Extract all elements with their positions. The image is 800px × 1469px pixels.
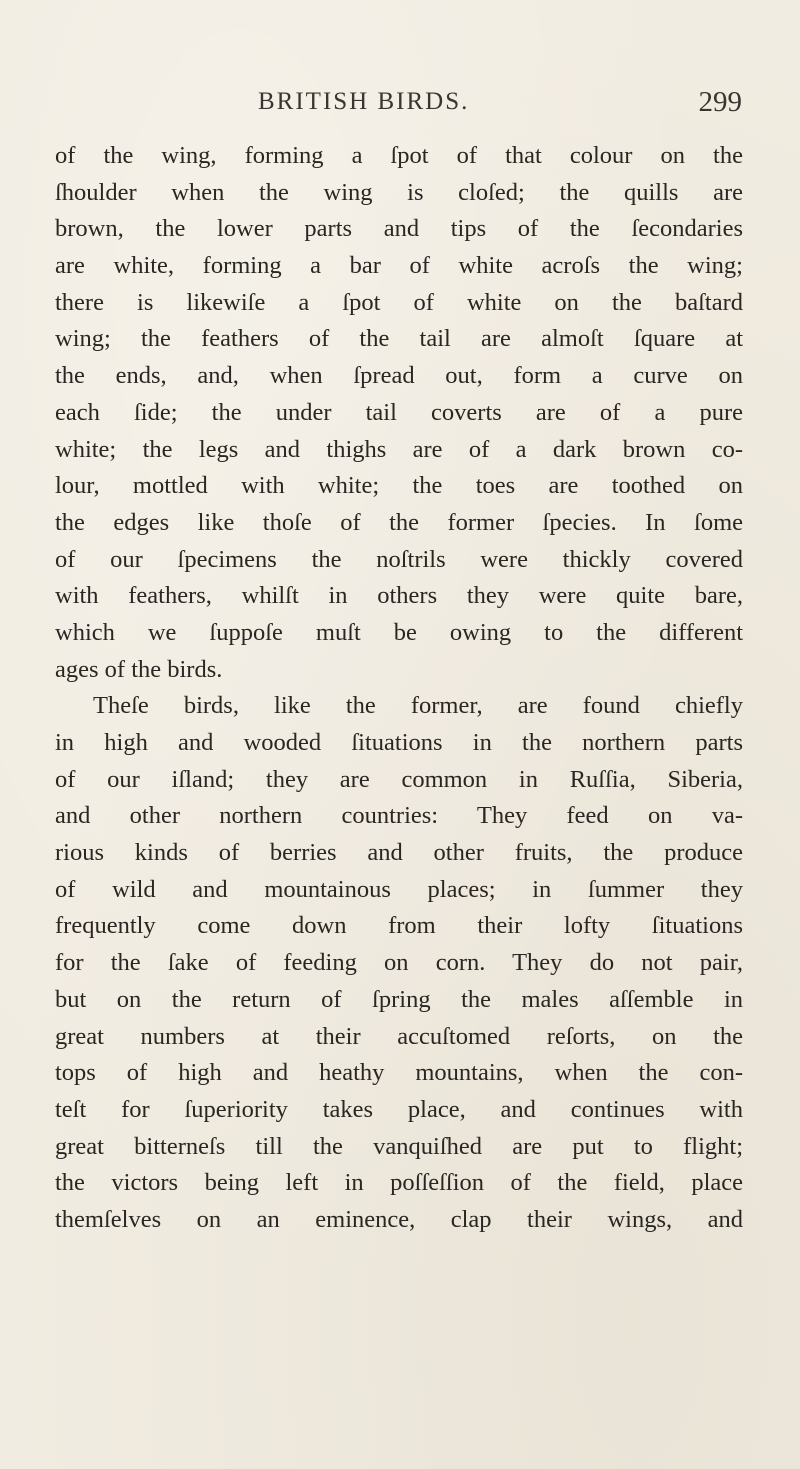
text-line: tops of high and heathy mountains, when the con- (55, 1059, 743, 1087)
text-line: with feathers, whilſt in others they were quite bare, (55, 582, 743, 610)
text-line: for the ſake of feeding on corn. They do not pair, (55, 949, 743, 977)
text-line: wing; the feathers of the tail are almoſt ſquare at (55, 325, 743, 353)
text-line: in high and wooded ſituations in the northern parts (55, 729, 743, 756)
text-line: each ſide; the under tail coverts are of a pure (55, 398, 743, 426)
text-line: great bitterneſs till the vanquiſhed are put to flight; (55, 1132, 743, 1160)
text-line: and other northern countries: They feed on va- (55, 802, 743, 830)
text-line: the ends, and, when ſpread out, form a curve on (55, 362, 743, 390)
text-line: are white, forming a bar of white acroſs the wing; (55, 252, 743, 280)
text-line: of wild and mountainous places; in ſummer they (55, 875, 743, 903)
text-line: which we ſuppoſe muſt be owing to the different (55, 618, 743, 646)
text-line: the edges like thoſe of the former ſpecies. In ſome (55, 508, 743, 536)
text-line: but on the return of ſpring the males aſſemble in (55, 985, 743, 1013)
text-line: rious kinds of berries and other fruits, the produce (55, 839, 743, 867)
text-line: lour, mottled with white; the toes are toothed on (55, 472, 743, 500)
text-line: great numbers at their accuſtomed reſorts, on the (55, 1022, 743, 1050)
running-head: BRITISH BIRDS. (258, 88, 470, 115)
text-line: of our iſland; they are common in Ruſſia, Siberia, (55, 765, 743, 793)
text-line: frequently come down from their lofty ſituations (55, 912, 743, 940)
paragraph-start-line: Theſe birds, like the former, are found chiefly (93, 692, 743, 720)
text-line: ſhoulder when the wing is cloſed; the quills are (55, 178, 743, 206)
text-line: of the wing, forming a ſpot of that colour on the (55, 142, 743, 169)
body-text (55, 138, 743, 1239)
text-line: white; the legs and thighs are of a dark brown co- (55, 435, 743, 463)
text-line: of our ſpecimens the noſtrils were thickly covered (55, 545, 743, 573)
text-line: themſelves on an eminence, clap their wings, and (55, 1205, 743, 1233)
text-line: brown, the lower parts and tips of the ſecondaries (55, 215, 743, 243)
text-line: there is likewiſe a ſpot of white on the baſtard (55, 288, 743, 316)
text-line: the victors being left in poſſeſſion of the field, place (55, 1169, 743, 1197)
paragraph-end-line: ages of the birds. (55, 655, 223, 683)
text-line: teſt for ſuperiority takes place, and continues with (55, 1095, 743, 1123)
page-header (62, 88, 742, 128)
page-number: 299 (698, 86, 742, 118)
